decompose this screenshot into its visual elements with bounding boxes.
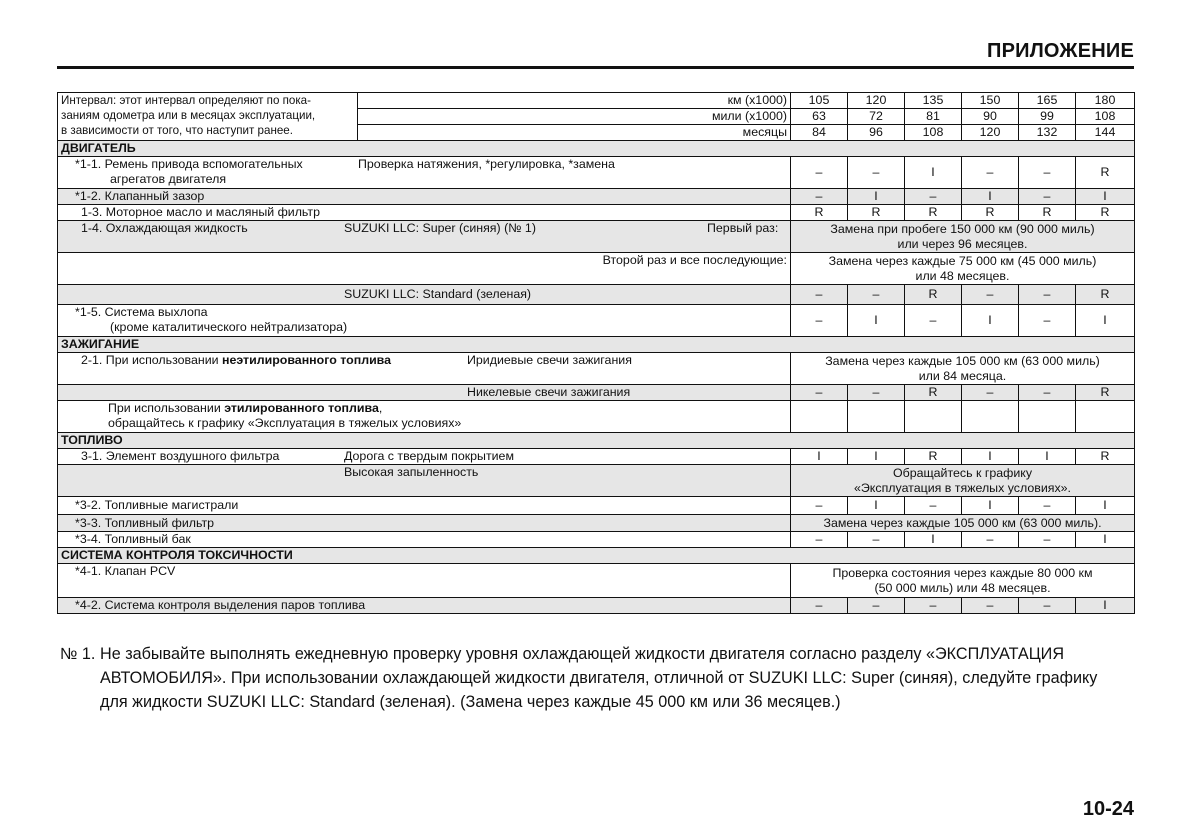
row-valve-label: *1-2. Клапанный зазор — [58, 189, 791, 205]
fuel-lines-cell: I — [1076, 497, 1135, 515]
air-filter-cell: R — [1076, 449, 1135, 465]
valve-cell: I — [848, 189, 905, 205]
air-filter-cell: R — [905, 449, 962, 465]
interval-mi: 81 — [905, 109, 962, 125]
row-unleaded-label: 2-1. При использовании неэтилированного топлива Иридиевые свечи зажигания — [58, 353, 791, 385]
air-filter-cell: I — [848, 449, 905, 465]
air-filter-cell: I — [791, 449, 848, 465]
miles-label: мили (x1000) — [358, 109, 791, 125]
fuel-lines-cell: I — [848, 497, 905, 515]
fuel-lines-cell: – — [1019, 497, 1076, 515]
km-label: км (x1000) — [358, 93, 791, 109]
nickel-cell: – — [962, 385, 1019, 401]
fuel-tank-cell: – — [1019, 532, 1076, 548]
fuel-tank-cell: I — [1076, 532, 1135, 548]
empty-cell — [1019, 401, 1076, 433]
oil-cell: R — [791, 205, 848, 221]
title-rule — [57, 66, 1134, 69]
evap-cell: – — [1019, 598, 1076, 614]
interval-description: Интервал: этот интервал определяют по пока- заниям одометра или в месяцах эксплуатации, в зависимости от того, что наступит ранее. — [58, 93, 358, 141]
interval-km: 165 — [1019, 93, 1076, 109]
empty-cell — [791, 401, 848, 433]
page-number: 10-24 — [1082, 798, 1134, 820]
fuel-filter-text: Замена через каждые 105 000 км (63 000 миль). — [791, 515, 1135, 532]
belt-cell: – — [962, 157, 1019, 189]
valve-cell: – — [791, 189, 848, 205]
maintenance-schedule-table — [57, 92, 1135, 614]
section-ignition: ЗАЖИГАНИЕ — [58, 337, 1135, 353]
fuel-tank-cell: I — [905, 532, 962, 548]
nickel-cell: – — [791, 385, 848, 401]
interval-km: 180 — [1076, 93, 1135, 109]
air-filter-cell: I — [962, 449, 1019, 465]
row-oil-label: 1-3. Моторное масло и масляный фильтр — [58, 205, 791, 221]
oil-cell: R — [962, 205, 1019, 221]
interval-km: 135 — [905, 93, 962, 109]
interval-mo: 144 — [1076, 125, 1135, 141]
exhaust-cell: – — [1019, 305, 1076, 337]
nickel-cell: R — [1076, 385, 1135, 401]
oil-cell: R — [1019, 205, 1076, 221]
oil-cell: R — [905, 205, 962, 221]
fuel-lines-cell: – — [905, 497, 962, 515]
footnote-text: Не забывайте выполнять ежедневную проверку уровня охлаждающей жидкости двигателя согласно разделу «ЭКСПЛУАТАЦИЯ АВТОМОБИЛЯ». При использовании охлаждающей жидкости двигателя, отличной от SUZUKI LLC: Super (синяя), следуйте графику для жидкости SUZUKI LLC: Standard (зеленая). (Замена через каждые 45 000 км или 36 месяцев.) — [100, 645, 1098, 711]
coolant-standard-cell: – — [962, 285, 1019, 305]
row-fuel-tank-label: *3-4. Топливный бак — [58, 532, 791, 548]
interval-mo: 84 — [791, 125, 848, 141]
interval-mi: 108 — [1076, 109, 1135, 125]
coolant-first-text: Замена при пробеге 150 000 км (90 000 миль) или через 96 месяцев. — [791, 221, 1135, 253]
nickel-label: Никелевые свечи зажигания — [58, 385, 791, 401]
row-pcv-label: *4-1. Клапан PCV — [58, 564, 791, 598]
exhaust-cell: – — [905, 305, 962, 337]
row-evap-label: *4-2. Система контроля выделения паров топлива — [58, 598, 791, 614]
evap-cell: I — [1076, 598, 1135, 614]
fuel-tank-cell: – — [791, 532, 848, 548]
empty-cell — [905, 401, 962, 433]
empty-cell — [1076, 401, 1135, 433]
section-fuel: ТОПЛИВО — [58, 433, 1135, 449]
interval-mi: 90 — [962, 109, 1019, 125]
oil-cell: R — [1076, 205, 1135, 221]
exhaust-cell: I — [848, 305, 905, 337]
coolant-standard-cell: R — [905, 285, 962, 305]
section-emission: СИСТЕМА КОНТРОЛЯ ТОКСИЧНОСТИ — [58, 548, 1135, 564]
fuel-lines-cell: I — [962, 497, 1019, 515]
pcv-text: Проверка состояния через каждые 80 000 км (50 000 миль) или 48 месяцев. — [791, 564, 1135, 598]
nickel-cell: R — [905, 385, 962, 401]
interval-mi: 63 — [791, 109, 848, 125]
evap-cell: – — [905, 598, 962, 614]
coolant-standard-cell: – — [1019, 285, 1076, 305]
interval-mo: 108 — [905, 125, 962, 141]
oil-cell: R — [848, 205, 905, 221]
exhaust-cell: – — [791, 305, 848, 337]
footnote — [60, 642, 1120, 714]
coolant-standard-cell: – — [848, 285, 905, 305]
valve-cell: I — [962, 189, 1019, 205]
air-filter-cell: I — [1019, 449, 1076, 465]
evap-cell: – — [791, 598, 848, 614]
empty-cell — [848, 401, 905, 433]
interval-km: 150 — [962, 93, 1019, 109]
coolant-standard-label: SUZUKI LLC: Standard (зеленая) — [58, 285, 791, 305]
interval-mo: 120 — [962, 125, 1019, 141]
months-label: месяцы — [358, 125, 791, 141]
interval-mi: 72 — [848, 109, 905, 125]
row-fuel-lines-label: *3-2. Топливные магистрали — [58, 497, 791, 515]
iridium-text: Замена через каждые 105 000 км (63 000 миль) или 84 месяца. — [791, 353, 1135, 385]
nickel-cell: – — [848, 385, 905, 401]
coolant-next-label: Второй раз и все последующие: — [58, 253, 791, 285]
row-exhaust-label: *1-5. Система выхлопа (кроме каталитического нейтрализатора) — [58, 305, 791, 337]
valve-cell: I — [1076, 189, 1135, 205]
interval-mo: 96 — [848, 125, 905, 141]
interval-km: 120 — [848, 93, 905, 109]
evap-cell: – — [848, 598, 905, 614]
dusty-text: Обращайтесь к графику «Эксплуатация в тяжелых условиях». — [791, 465, 1135, 497]
nickel-cell: – — [1019, 385, 1076, 401]
interval-km: 105 — [791, 93, 848, 109]
fuel-tank-cell: – — [962, 532, 1019, 548]
section-engine: ДВИГАТЕЛЬ — [58, 141, 1135, 157]
fuel-lines-cell: – — [791, 497, 848, 515]
exhaust-cell: I — [1076, 305, 1135, 337]
row-leaded-label: При использовании этилированного топлива, обращайтесь к графику «Эксплуатация в тяжелых условиях» — [58, 401, 791, 433]
interval-mi: 99 — [1019, 109, 1076, 125]
dusty-label: Высокая запыленность — [58, 465, 791, 497]
row-belt-label: *1-1. Ремень привода вспомогательных агрегатов двигателя Проверка натяжения, *регулировка, *замена — [58, 157, 791, 189]
fuel-tank-cell: – — [848, 532, 905, 548]
belt-cell: – — [791, 157, 848, 189]
coolant-standard-cell: – — [791, 285, 848, 305]
row-coolant-label: 1-4. Охлаждающая жидкость SUZUKI LLC: Super (синяя) (№ 1) Первый раз: — [58, 221, 791, 253]
exhaust-cell: I — [962, 305, 1019, 337]
row-air-filter-label: 3-1. Элемент воздушного фильтра Дорога с твердым покрытием — [58, 449, 791, 465]
coolant-next-text: Замена через каждые 75 000 км (45 000 миль) или 48 месяцев. — [791, 253, 1135, 285]
belt-cell: I — [905, 157, 962, 189]
valve-cell: – — [1019, 189, 1076, 205]
interval-mo: 132 — [1019, 125, 1076, 141]
valve-cell: – — [905, 189, 962, 205]
belt-cell: R — [1076, 157, 1135, 189]
coolant-standard-cell: R — [1076, 285, 1135, 305]
belt-cell: – — [1019, 157, 1076, 189]
belt-cell: – — [848, 157, 905, 189]
evap-cell: – — [962, 598, 1019, 614]
row-fuel-filter-label: *3-3. Топливный фильтр — [58, 515, 791, 532]
empty-cell — [962, 401, 1019, 433]
page-title: ПРИЛОЖЕНИЕ — [987, 40, 1134, 62]
footnote-number: № 1. — [60, 645, 96, 663]
